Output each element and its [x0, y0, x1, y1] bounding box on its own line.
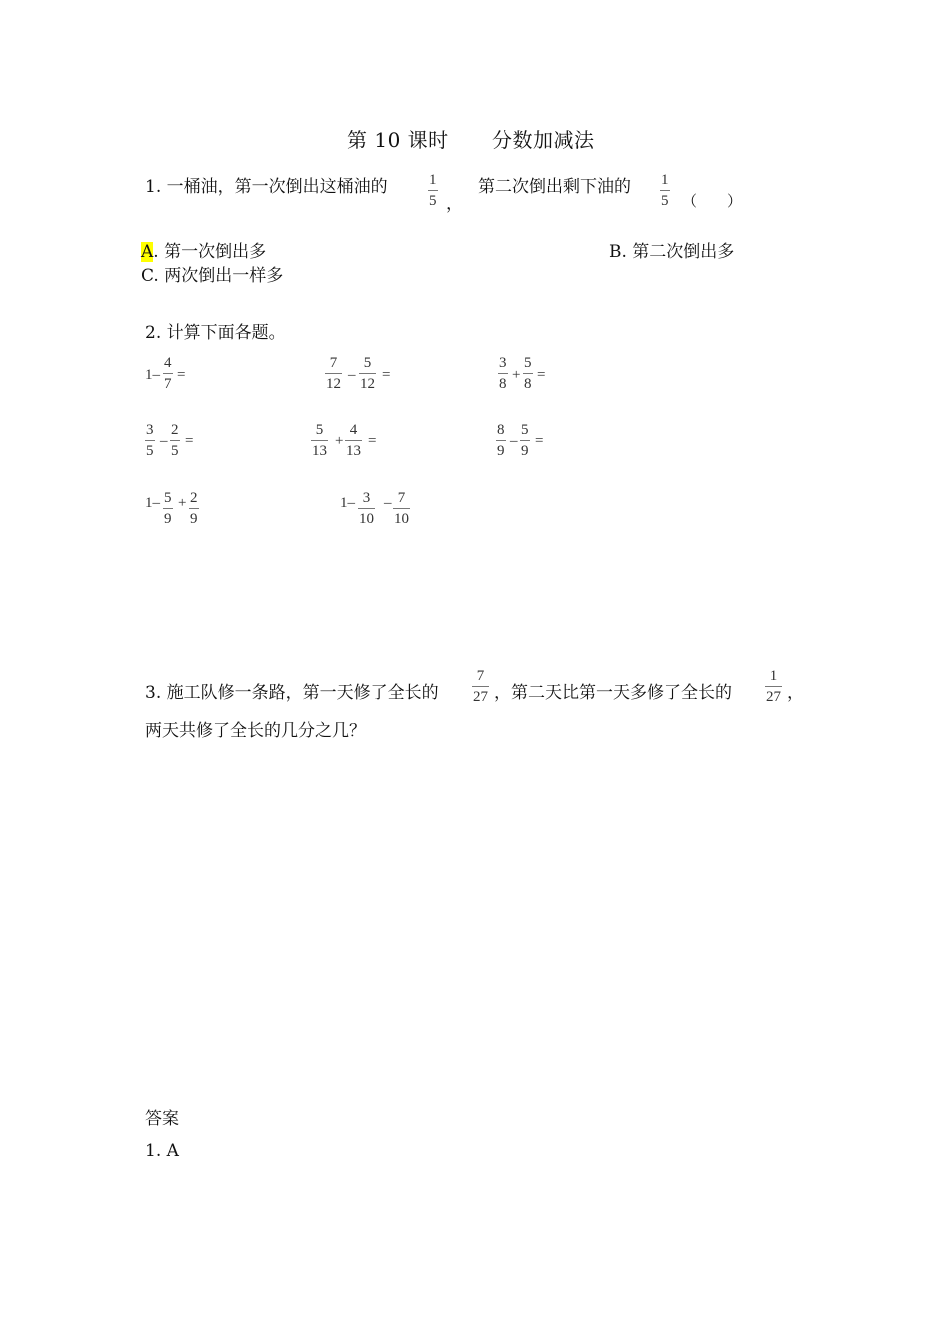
operator: –	[384, 495, 392, 511]
fraction-bar	[498, 373, 508, 374]
q1-option-c	[141, 261, 283, 286]
q2-heading: 2. 计算下面各题。	[145, 323, 286, 343]
option-text: . 两次倒出一样多	[153, 266, 284, 286]
fraction-bar	[345, 440, 362, 441]
fraction-bar	[523, 373, 533, 374]
numerator: 5	[524, 355, 532, 371]
numerator: 5	[315, 422, 324, 438]
numerator: 7	[476, 668, 485, 684]
denominator: 27	[473, 689, 488, 705]
fraction	[145, 422, 155, 459]
numerator: 8	[497, 422, 505, 438]
fraction	[163, 490, 173, 527]
answers-heading: 答案	[145, 1109, 179, 1129]
fraction	[359, 355, 376, 392]
fraction	[325, 355, 342, 392]
numerator: 3	[146, 422, 154, 438]
denominator: 12	[326, 376, 341, 392]
operator: +	[512, 367, 521, 383]
denominator: 5	[429, 193, 437, 209]
equals-sign: =	[177, 367, 186, 383]
fraction-bar	[163, 508, 173, 509]
q3-line2: 两天共修了全长的几分之几？	[145, 721, 366, 741]
numerator: 2	[171, 422, 179, 438]
equals-sign: =	[185, 433, 194, 449]
denominator: 9	[164, 511, 172, 527]
fraction-bar	[496, 440, 506, 441]
equals-sign: =	[537, 367, 546, 383]
fraction-bar	[325, 373, 342, 374]
denominator: 12	[360, 376, 375, 392]
fraction-bar	[765, 686, 782, 687]
fraction-bar	[520, 440, 530, 441]
denominator: 8	[524, 376, 532, 392]
equals-sign: =	[368, 433, 377, 449]
denominator: 13	[312, 443, 327, 459]
denominator: 8	[499, 376, 507, 392]
numerator: 4	[349, 422, 358, 438]
option-letter: A	[141, 242, 154, 262]
fraction	[523, 355, 533, 392]
denominator: 13	[346, 443, 361, 459]
denominator: 9	[521, 443, 529, 459]
operator: –	[510, 433, 518, 449]
denominator: 27	[766, 689, 781, 705]
fraction	[311, 422, 328, 459]
denominator: 9	[190, 511, 198, 527]
numerator: 5	[363, 355, 372, 371]
lesson-number: 第 10 课时	[347, 128, 449, 152]
fraction-bar	[359, 373, 376, 374]
numerator: 7	[329, 355, 338, 371]
numerator: 5	[164, 490, 172, 506]
fraction	[393, 490, 410, 527]
fraction-bar	[170, 440, 180, 441]
q1-middle: 第二次倒出剩下油的	[478, 177, 631, 197]
fraction	[520, 422, 530, 459]
denominator: 9	[497, 443, 505, 459]
q1-fraction-1	[428, 172, 438, 209]
operator: +	[178, 495, 187, 511]
fraction-bar	[428, 190, 438, 191]
answer-1: 1. A	[145, 1141, 179, 1161]
denominator: 7	[164, 376, 172, 392]
lead-term: 1–	[145, 495, 160, 511]
option-letter: C	[141, 266, 154, 286]
fraction-bar	[660, 190, 670, 191]
fraction-bar	[393, 508, 410, 509]
q1-fraction-2	[660, 172, 670, 209]
fraction-bar	[189, 508, 199, 509]
numerator: 4	[164, 355, 172, 371]
numerator: 3	[499, 355, 507, 371]
fraction	[189, 490, 199, 527]
denominator: 5	[171, 443, 179, 459]
fraction-bar	[311, 440, 328, 441]
operator: +	[335, 433, 344, 449]
fraction-bar	[358, 508, 375, 509]
fraction	[358, 490, 375, 527]
numerator: 2	[190, 490, 198, 506]
denominator: 5	[146, 443, 154, 459]
lead-term: 1–	[145, 367, 160, 383]
fraction-bar	[472, 686, 489, 687]
q1-prefix: 1. 一桶油，第一次倒出这桶油的	[145, 177, 388, 197]
fraction	[170, 422, 180, 459]
fraction-bar	[163, 373, 173, 374]
numerator: 1	[769, 668, 778, 684]
operator: –	[160, 433, 168, 449]
equals-sign: =	[535, 433, 544, 449]
denominator: 5	[661, 193, 669, 209]
denominator: 10	[394, 511, 409, 527]
fraction	[345, 422, 362, 459]
fraction	[163, 355, 173, 392]
numerator: 1	[661, 172, 669, 188]
page-title: 分数加减法	[492, 128, 595, 152]
fraction	[496, 422, 506, 459]
q1-option-b	[609, 237, 734, 262]
q3-part3: ，	[787, 683, 804, 703]
numerator: 7	[397, 490, 406, 506]
q1-option-a	[141, 237, 266, 262]
q3-fraction-1	[472, 668, 489, 705]
option-text: . 第二次倒出多	[621, 242, 735, 262]
q1-answer-blank: （ ）	[682, 192, 743, 210]
q1-comma: ，	[446, 194, 463, 214]
q3-fraction-2	[765, 668, 782, 705]
fraction-bar	[145, 440, 155, 441]
operator: –	[348, 367, 356, 383]
q3-part2: ，第二天比第一天多修了全长的	[494, 683, 732, 703]
option-letter: B	[609, 242, 622, 262]
numerator: 5	[521, 422, 529, 438]
fraction	[498, 355, 508, 392]
numerator: 1	[429, 172, 437, 188]
equals-sign: =	[382, 367, 391, 383]
denominator: 10	[359, 511, 374, 527]
option-text: . 第一次倒出多	[153, 242, 267, 262]
q3-part1: 3. 施工队修一条路，第一天修了全长的	[145, 683, 439, 703]
lead-term: 1–	[340, 495, 355, 511]
numerator: 3	[362, 490, 371, 506]
